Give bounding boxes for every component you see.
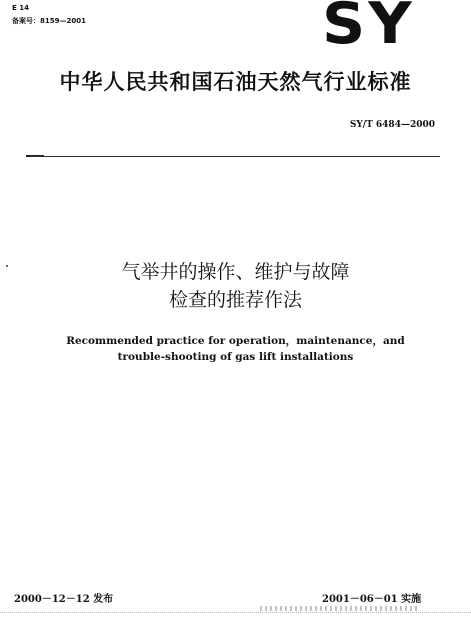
scan-artifact (260, 606, 420, 611)
chinese-title-line-1: 气举井的操作、维护与故障 (121, 261, 350, 283)
english-title-line-1: Recommended practice for operation，maintenance，and (66, 335, 405, 347)
issue-date: 2000－12－12 发布 (14, 594, 114, 605)
chinese-title-line-2: 检查的推荐作法 (168, 289, 302, 311)
sy-logo: SY (322, 0, 415, 58)
english-title-line-2: trouble-shooting of gas lift installations (117, 351, 354, 363)
standard-issuer-title: 中华人民共和国石油天然气行业标准 (59, 70, 412, 94)
header-divider (30, 156, 440, 157)
standard-code: SY/T 6484—2000 (349, 120, 435, 130)
implementation-date: 2001－06－01 实施 (322, 594, 422, 605)
record-number: 备案号：8159—2001 (12, 17, 86, 25)
classification-code: E 14 (12, 4, 29, 12)
footer-divider (0, 612, 471, 613)
